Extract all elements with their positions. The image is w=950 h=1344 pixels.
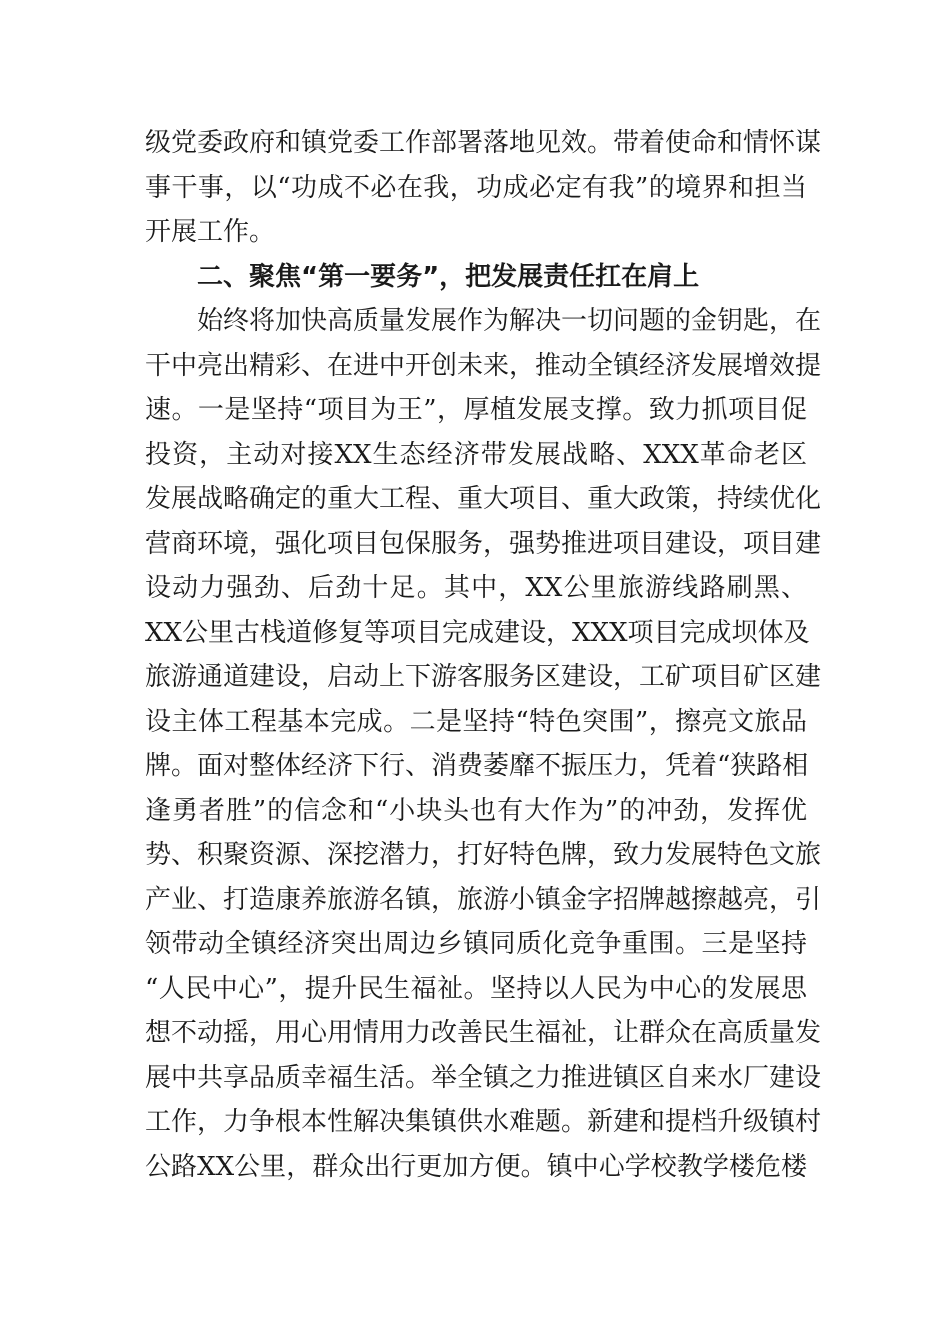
text-line: XX公里古栈道修复等项目完成建设，XXX项目完成坝体及 (145, 617, 810, 648)
text-line: 投资，主动对接XX生态经济带发展战略、XXX革命老区 (145, 439, 807, 470)
text-line: 牌。面对整体经济下行、消费萎靡不振压力，凭着“狭路相 (145, 751, 809, 781)
text-line: 发展战略确定的重大工程、重大项目、重大政策，持续优化 (145, 484, 822, 514)
text-line: 开展工作。 (145, 217, 276, 247)
text-line: 速。一是坚持“项目为王”，厚植发展支撑。致力抓项目促 (145, 395, 807, 425)
text-line: 干中亮出精彩、在进中开创未来，推动全镇经济发展增效提 (145, 350, 822, 381)
text-line: 营商环境，强化项目包保服务，强势推进项目建设，项目建 (145, 528, 822, 559)
paragraph-1 (145, 121, 822, 255)
section-heading: 二、聚焦“第一要务”，把发展责任扛在肩上 (197, 261, 700, 292)
text-line: 产业、打造康养旅游名镇，旅游小镇金字招牌越擦越亮，引 (145, 884, 822, 915)
text-line: “人民中心”，提升民生福祉。坚持以人民为中心的发展思 (145, 973, 807, 1004)
text-line: 级党委政府和镇党委工作部署落地见效。带着使命和情怀谋 (145, 128, 822, 158)
text-line: 公路XX公里，群众出行更加方便。镇中心学校教学楼危楼 (145, 1151, 807, 1182)
text-line: 逢勇者胜”的信念和“小块头也有大作为”的冲劲，发挥优 (145, 795, 807, 826)
text-line: 旅游通道建设，启动上下游客服务区建设，工矿项目矿区建 (145, 662, 822, 692)
text-line: 设主体工程基本完成。二是坚持“特色突围”，擦亮文旅品 (145, 706, 807, 737)
text-line: 想不动摇，用心用情用力改善民生福祉，让群众在高质量发 (145, 1018, 822, 1048)
paragraph-2 (145, 299, 822, 1189)
text-line: 设动力强劲、后劲十足。其中，XX公里旅游线路刷黑、 (145, 573, 807, 603)
document-body (145, 121, 822, 1189)
text-line: 势、积聚资源、深挖潜力，打好特色牌，致力发展特色文旅 (145, 840, 822, 870)
text-line: 事干事，以“功成不必在我，功成必定有我”的境界和担当 (145, 172, 807, 203)
text-line: 始终将加快高质量发展作为解决一切问题的金钥匙，在 (197, 306, 822, 336)
text-line: 工作，力争根本性解决集镇供水难题。新建和提档升级镇村 (145, 1107, 822, 1137)
text-line: 展中共享品质幸福生活。举全镇之力推进镇区自来水厂建设 (145, 1062, 822, 1093)
text-line: 领带动全镇经济突出周边乡镇同质化竞争重围。三是坚持 (145, 929, 807, 959)
